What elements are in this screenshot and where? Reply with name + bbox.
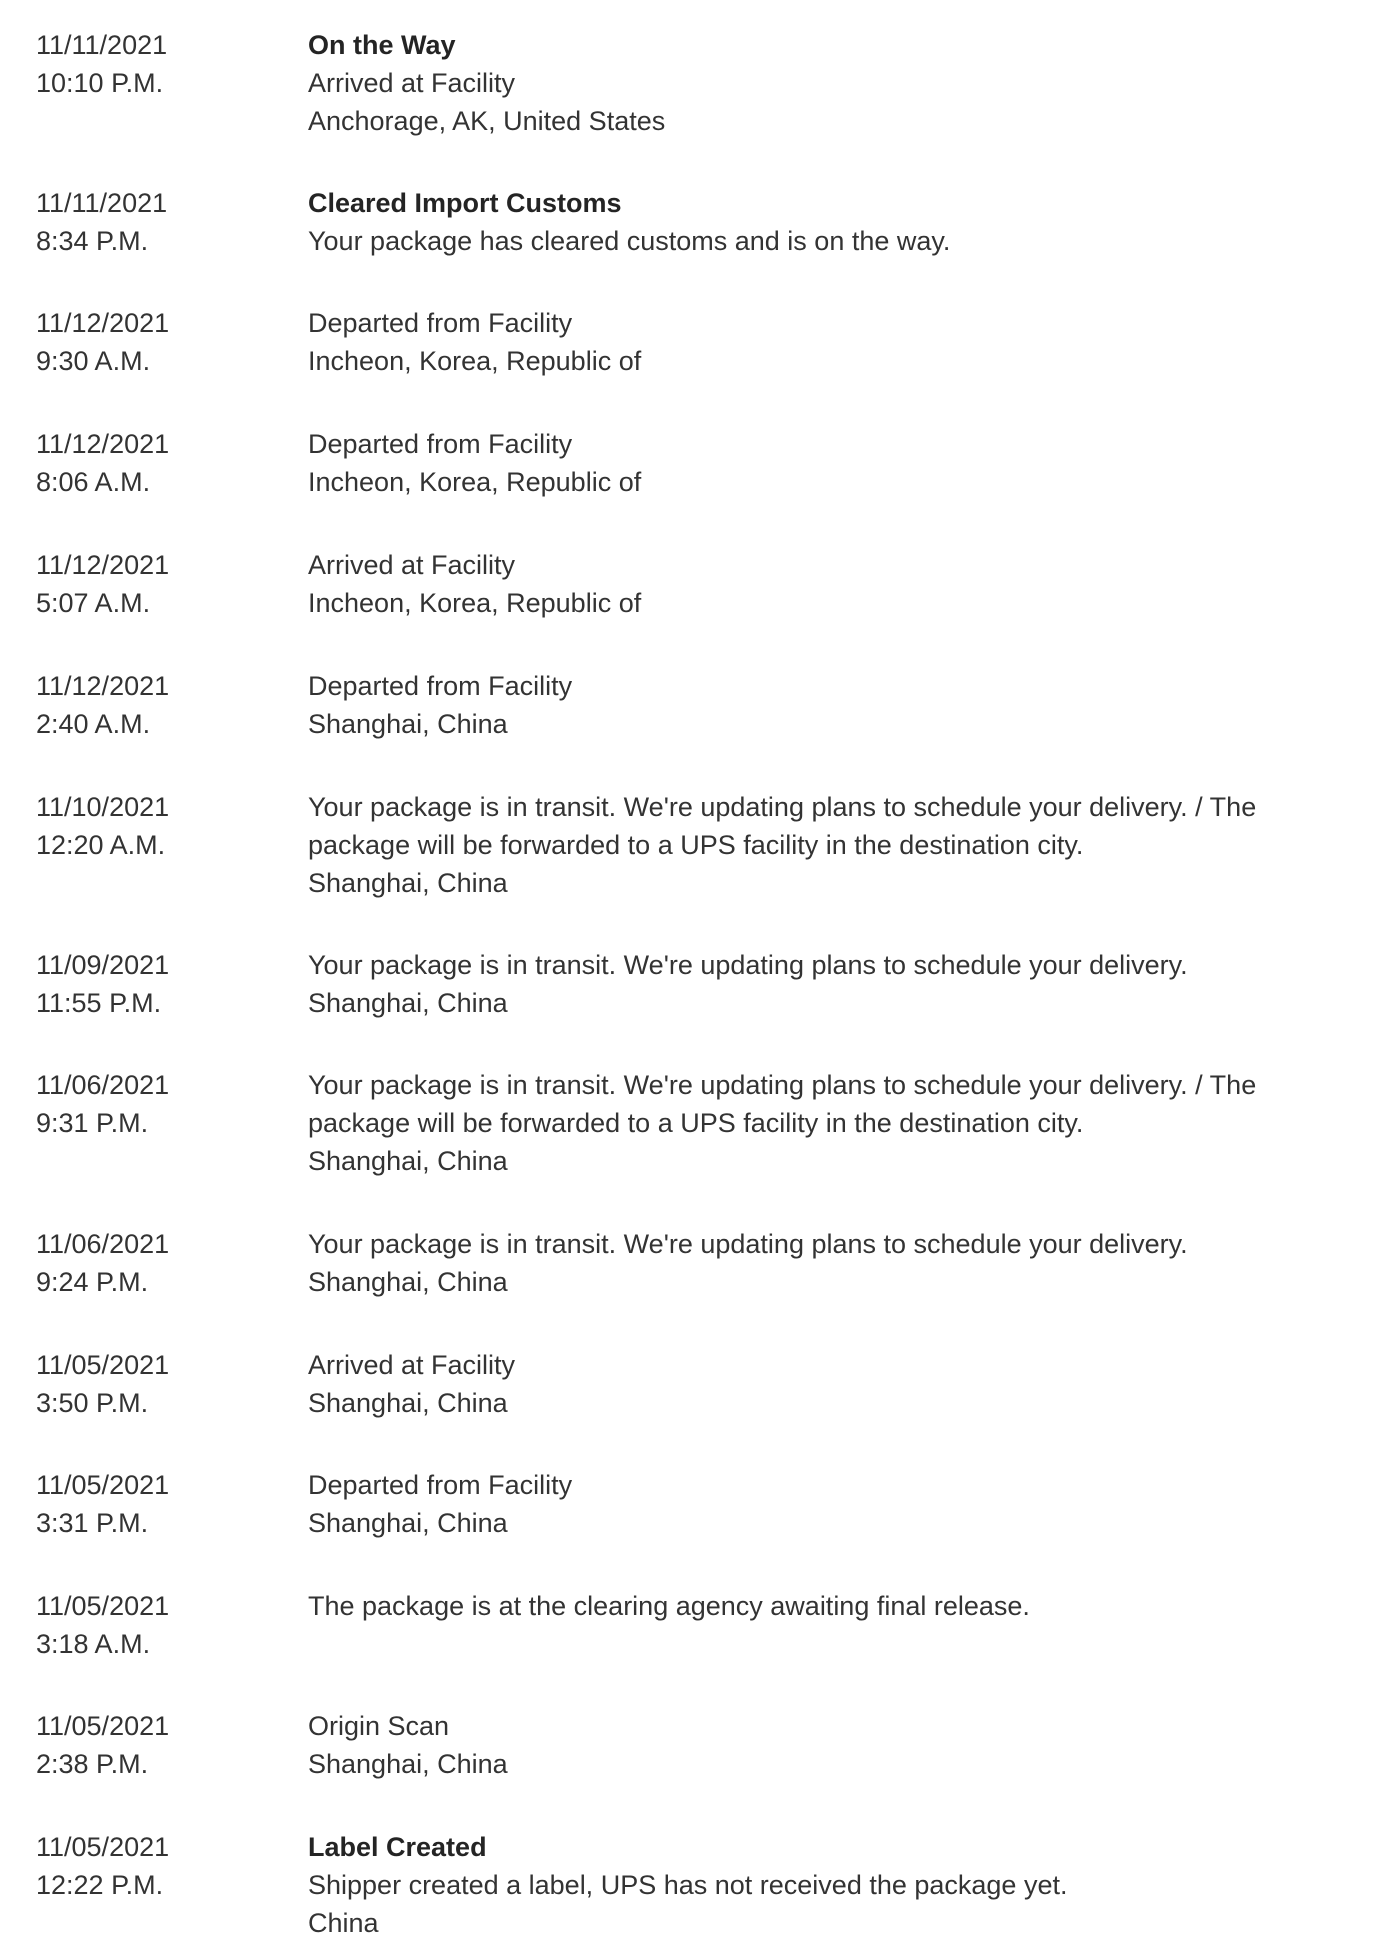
event-location: Shanghai, China	[308, 1146, 508, 1176]
event-location: Shanghai, China	[308, 868, 508, 898]
event-location: Shanghai, China	[308, 709, 508, 739]
event-datetime	[36, 184, 276, 260]
event-datetime	[36, 1346, 276, 1422]
event-datetime	[36, 546, 276, 622]
event-time: 12:20 A.M.	[36, 830, 166, 860]
event-location: Incheon, Korea, Republic of	[308, 588, 642, 618]
event-time: 5:07 A.M.	[36, 588, 151, 618]
event-details	[308, 546, 1358, 622]
event-time: 9:30 A.M.	[36, 346, 151, 376]
event-datetime	[36, 667, 276, 743]
event-date: 11/05/2021	[36, 1832, 170, 1862]
event-date: 11/06/2021	[36, 1070, 170, 1100]
event-details	[308, 946, 1358, 1022]
event-datetime	[36, 788, 276, 864]
event-time: 9:24 P.M.	[36, 1267, 149, 1297]
event-datetime	[36, 26, 276, 102]
event-datetime	[36, 946, 276, 1022]
event-time: 10:10 P.M.	[36, 68, 164, 98]
event-time: 9:31 P.M.	[36, 1108, 149, 1138]
event-date: 11/05/2021	[36, 1711, 170, 1741]
event-date: 11/12/2021	[36, 429, 170, 459]
event-message: Departed from Facility	[308, 671, 573, 701]
event-details	[308, 788, 1358, 902]
event-date: 11/09/2021	[36, 950, 170, 980]
event-date: 11/12/2021	[36, 308, 170, 338]
event-message: Arrived at Facility	[308, 68, 516, 98]
event-time: 12:22 P.M.	[36, 1870, 164, 1900]
event-time: 2:40 A.M.	[36, 709, 151, 739]
event-time: 8:34 P.M.	[36, 226, 149, 256]
event-datetime	[36, 425, 276, 501]
event-date: 11/11/2021	[36, 30, 168, 60]
event-location: Shanghai, China	[308, 1749, 508, 1779]
event-message: Your package is in transit. We're updating plans to schedule your delivery.	[308, 950, 1188, 980]
event-details	[308, 304, 1358, 380]
event-date: 11/10/2021	[36, 792, 170, 822]
event-status: On the Way	[308, 30, 456, 60]
event-details	[308, 1225, 1358, 1301]
event-time: 8:06 A.M.	[36, 467, 151, 497]
event-message: Departed from Facility	[308, 1470, 573, 1500]
event-date: 11/05/2021	[36, 1470, 170, 1500]
event-time: 2:38 P.M.	[36, 1749, 149, 1779]
event-status: Cleared Import Customs	[308, 188, 622, 218]
event-location: Anchorage, AK, United States	[308, 106, 666, 136]
event-message: Departed from Facility	[308, 429, 573, 459]
event-datetime	[36, 1225, 276, 1301]
event-location: Shanghai, China	[308, 1267, 508, 1297]
event-details	[308, 26, 1358, 140]
event-date: 11/11/2021	[36, 188, 168, 218]
event-location: Shanghai, China	[308, 988, 508, 1018]
event-details	[308, 1587, 1358, 1625]
event-details	[308, 1707, 1358, 1783]
event-details	[308, 1066, 1358, 1180]
event-date: 11/12/2021	[36, 671, 170, 701]
event-datetime	[36, 1707, 276, 1783]
event-message: Your package is in transit. We're updating plans to schedule your delivery. / The package will be forwarded to a UPS facility in the destination city.	[308, 1070, 1257, 1138]
event-message: Departed from Facility	[308, 308, 573, 338]
event-date: 11/12/2021	[36, 550, 170, 580]
event-datetime	[36, 1587, 276, 1663]
event-location: Shanghai, China	[308, 1388, 508, 1418]
event-details	[308, 1466, 1358, 1542]
event-location: Incheon, Korea, Republic of	[308, 346, 642, 376]
event-message: Arrived at Facility	[308, 550, 516, 580]
event-location: Shanghai, China	[308, 1508, 508, 1538]
event-message: Arrived at Facility	[308, 1350, 516, 1380]
event-time: 3:31 P.M.	[36, 1508, 149, 1538]
event-datetime	[36, 1466, 276, 1542]
event-status: Label Created	[308, 1832, 487, 1862]
event-details	[308, 184, 1358, 260]
event-location: Incheon, Korea, Republic of	[308, 467, 642, 497]
event-date: 11/05/2021	[36, 1350, 170, 1380]
event-message: Your package is in transit. We're updating plans to schedule your delivery.	[308, 1229, 1188, 1259]
event-date: 11/05/2021	[36, 1591, 170, 1621]
event-details	[308, 425, 1358, 501]
event-date: 11/06/2021	[36, 1229, 170, 1259]
event-details	[308, 1346, 1358, 1422]
event-datetime	[36, 1828, 276, 1904]
event-message: The package is at the clearing agency awaiting final release.	[308, 1591, 1030, 1621]
event-time: 3:50 P.M.	[36, 1388, 149, 1418]
event-datetime	[36, 304, 276, 380]
event-message: Your package has cleared customs and is on the way.	[308, 226, 951, 256]
event-time: 3:18 A.M.	[36, 1629, 151, 1659]
event-details	[308, 667, 1358, 743]
event-message: Origin Scan	[308, 1711, 450, 1741]
event-location: China	[308, 1908, 379, 1938]
event-datetime	[36, 1066, 276, 1142]
event-details	[308, 1828, 1358, 1942]
event-message: Shipper created a label, UPS has not received the package yet.	[308, 1870, 1068, 1900]
event-time: 11:55 P.M.	[36, 988, 162, 1018]
event-message: Your package is in transit. We're updating plans to schedule your delivery. / The package will be forwarded to a UPS facility in the destination city.	[308, 792, 1257, 860]
